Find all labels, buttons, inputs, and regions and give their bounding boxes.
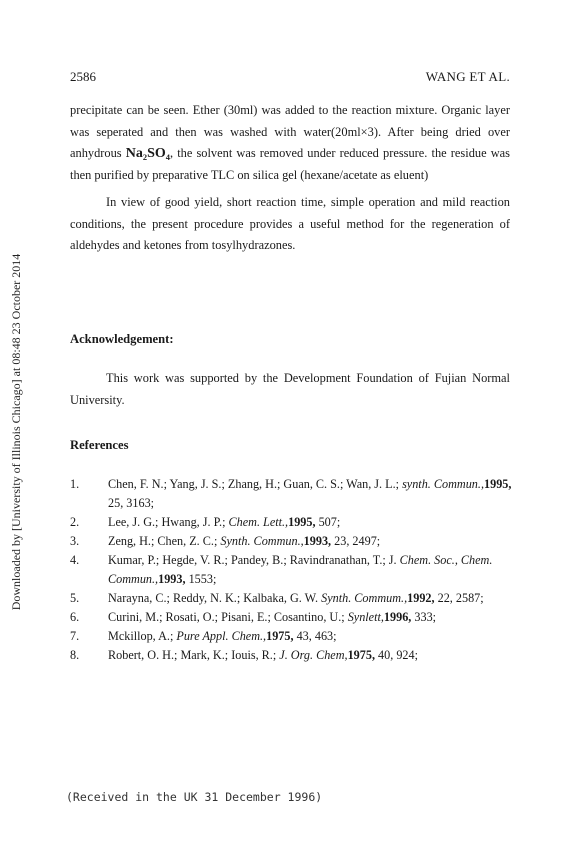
reference-item: 2. Lee, J. G.; Hwang, J. P.; Chem. Lett.,1995, 507; [70, 515, 341, 529]
running-head: WANG ET AL. [425, 69, 510, 84]
reference-item: 4. Kumar, P.; Hegde, V. R.; Pandey, B.; Ravindranathan, T.; J. Chem. Soc., Chem. Commun.,1993, 1553; [70, 553, 493, 586]
reference-list [70, 475, 520, 665]
acknowledgement-heading: Acknowledgement: [70, 332, 174, 346]
reference-item: 5. Narayna, C.; Reddy, N. K.; Kalbaka, G. W. Synth. Commum.,1992, 22, 2587; [70, 591, 484, 605]
reference-item: 7. Mckillop, A.; Pure Appl. Chem.,1975, 43, 463; [70, 629, 337, 643]
paragraph-procedure: precipitate can be seen. Ether (30ml) was added to the reaction mixture. Organic layer was seperated and then was washed with water(20ml×3). After being dried over anhydrous Na₂SO₄, the solvent was removed under reduced pressure. the residue was then purified by preparative TLC on silica gel (hexane/acetate as eluent) [70, 103, 510, 182]
page-number: 2586 [70, 69, 96, 84]
download-stamp-text: Downloaded by [University of Illinois Chicago] at 08:48 23 October 2014 [9, 253, 23, 611]
reference-item: 6. Curini, M.; Rosati, O.; Pisani, E.; Cosantino, U.; Synlett,1996, 333; [70, 610, 437, 624]
references-heading: References [70, 438, 129, 452]
reference-item: 3. Zeng, H.; Chen, Z. C.; Synth. Commun.,1993, 23, 2497; [70, 534, 381, 548]
received-note: (Received in the UK 31 December 1996) [66, 790, 323, 804]
reference-item: 1. Chen, F. N.; Yang, J. S.; Zhang, H.; Guan, C. S.; Wan, J. L.; synth. Commun.,1995, 25, 3163; [70, 477, 512, 510]
body-text [70, 100, 510, 257]
acknowledgement-text: This work was supported by the Development Foundation of Fujian Normal University. [70, 371, 510, 407]
reference-item: 8. Robert, O. H.; Mark, K.; Iouis, R.; J. Org. Chem,1975, 40, 924; [70, 648, 418, 662]
paragraph-conclusion: In view of good yield, short reaction time, simple operation and mild reaction conditions, the present procedure provides a useful method for the regeneration of aldehydes and ketones from tosylhydrazones. [70, 195, 510, 252]
download-stamp [9, 12, 23, 852]
chemical-formula: Na₂SO₄ [125, 146, 170, 161]
